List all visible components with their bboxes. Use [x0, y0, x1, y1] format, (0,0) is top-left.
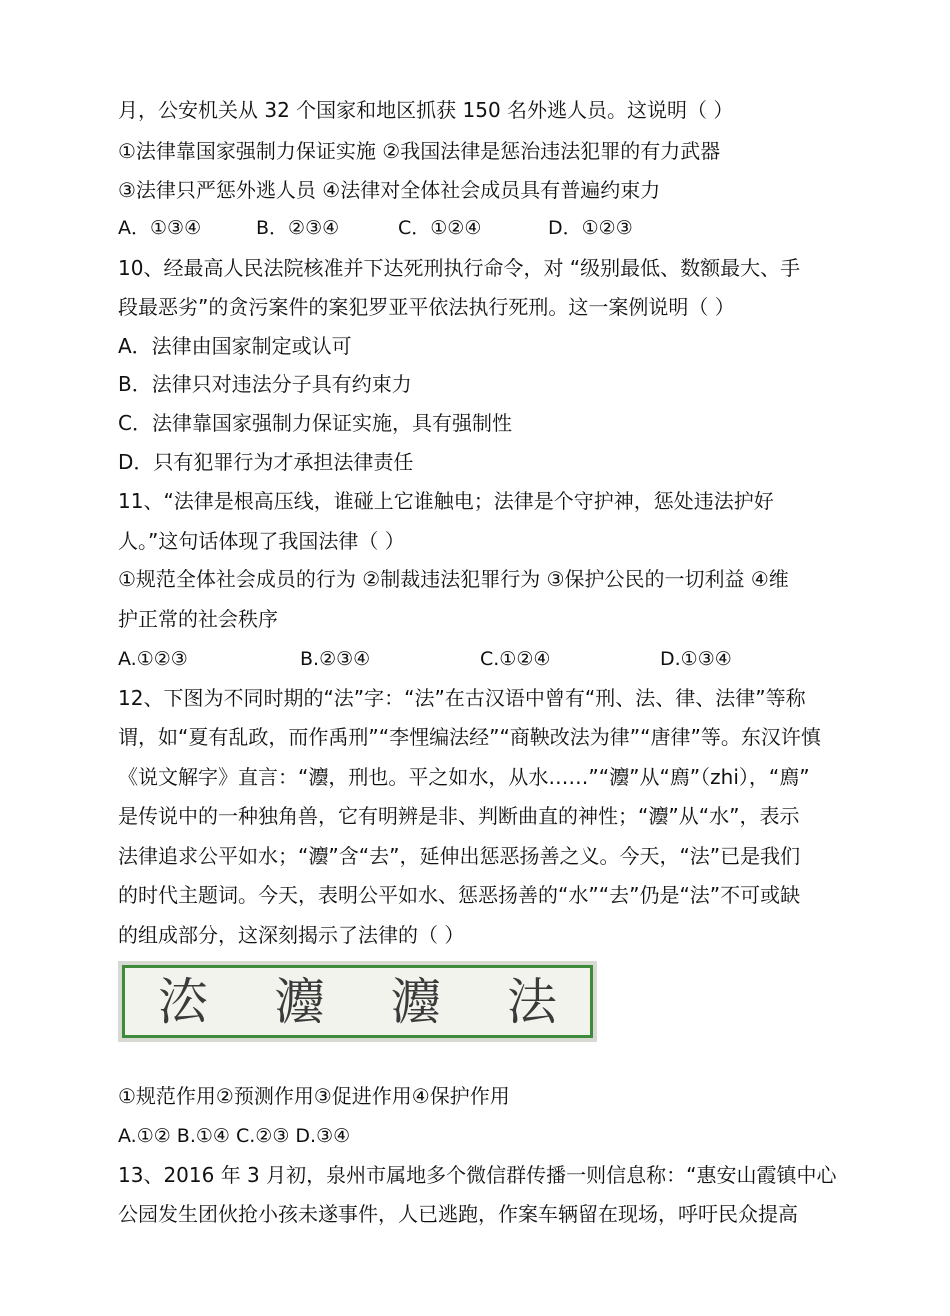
figure-frame — [122, 965, 593, 1038]
q11-option-d: D.①③④ — [660, 648, 732, 670]
glyph-ancient-1: 㳒 — [158, 972, 209, 1031]
q11-option-c: C.①②④ — [480, 648, 551, 670]
q13-stem-line2: 公园发生团伙抢小孩未遂事件，人已逃跑，作案车辆留在现场，呼吁民众提高 — [118, 1202, 798, 1226]
q12-stem-line5: 法律追求公平如水；“灋”含“去”，延伸出惩恶扬善之义。今天，“法”已是我们 — [118, 844, 801, 868]
glyph-ancient-2: 灋 — [274, 972, 325, 1031]
q11-stem-line1: 11、“法律是根高压线，谁碰上它谁触电；法律是个守护神，惩处违法护好 — [118, 489, 774, 513]
q12-options: A.①② B.①④ C.②③ D.③④ — [118, 1125, 351, 1147]
q13-stem-line1: 13、2016 年 3 月初，泉州市属地多个微信群传播一则信息称：“惠安山霞镇中心 — [118, 1163, 837, 1187]
q12-stem-line4: 是传说中的一种独角兽，它有明辨是非、判断曲直的神性；“灋”从“水”，表示 — [118, 804, 800, 828]
q9-choices-line2: ③法律只严惩外逃人员 ④法律对全体社会成员具有普遍约束力 — [118, 178, 661, 202]
q10-stem-line2: 段最恶劣”的贪污案件的案犯罗亚平依法执行死刑。这一案例说明（ ） — [118, 295, 735, 319]
glyph-clerical: 灋 — [390, 972, 441, 1031]
q9-option-d: D．①②③ — [548, 217, 633, 239]
q12-stem-line6: 的时代主题词。今天，表明公平如水、惩恶扬善的“水”“去”仍是“法”不可或缺 — [118, 883, 801, 907]
q12-choices: ①规范作用②预测作用③促进作用④保护作用 — [118, 1084, 510, 1108]
glyph-modern: 法 — [506, 972, 557, 1031]
q10-option-c: C．法律靠国家强制力保证实施，具有强制性 — [118, 411, 512, 435]
q9-option-c: C．①②④ — [398, 217, 482, 239]
q9-option-a: A．①③④ — [118, 217, 202, 239]
q11-option-b: B.②③④ — [300, 648, 371, 670]
q11-choices-line2: 护正常的社会秩序 — [118, 607, 278, 631]
q12-stem-line7: 的组成部分，这深刻揭示了法律的（ ） — [118, 923, 465, 947]
q9-option-b: B．②③④ — [256, 217, 340, 239]
fa-character-evolution-figure — [118, 961, 597, 1042]
q12-stem-line1: 12、下图为不同时期的“法”字：“法”在古汉语中曾有“刑、法、律、法律”等称 — [118, 686, 806, 710]
q10-option-a: A．法律由国家制定或认可 — [118, 334, 352, 358]
q9-choices-line1: ①法律靠国家强制力保证实施 ②我国法律是惩治违法犯罪的有力武器 — [118, 139, 721, 163]
q10-option-b: B．法律只对违法分子具有约束力 — [118, 372, 412, 396]
q10-stem-line1: 10、经最高人民法院核准并下达死刑执行命令，对 “级别最低、数额最大、手 — [118, 256, 801, 280]
q9-stem: 月，公安机关从 32 个国家和地区抓获 150 名外逃人员。这说明（ ） — [118, 98, 734, 122]
q11-stem-line2: 人。”这句话体现了我国法律（ ） — [118, 529, 405, 553]
q10-option-d: D．只有犯罪行为才承担法律责任 — [118, 450, 414, 474]
q12-stem-line2: 谓，如“夏有乱政，而作禹刑”“李悝编法经”“商鞅改法为律”“唐律”等。东汉许慎 — [118, 725, 821, 749]
q11-option-a: A.①②③ — [118, 648, 188, 670]
q11-choices-line1: ①规范全体社会成员的行为 ②制裁违法犯罪行为 ③保护公民的一切利益 ④维 — [118, 567, 789, 591]
q12-stem-line3: 《说文解字》直言：“灋，刑也。平之如水，从水……”“灋”从“廌”（zhi），“廌” — [118, 765, 810, 789]
